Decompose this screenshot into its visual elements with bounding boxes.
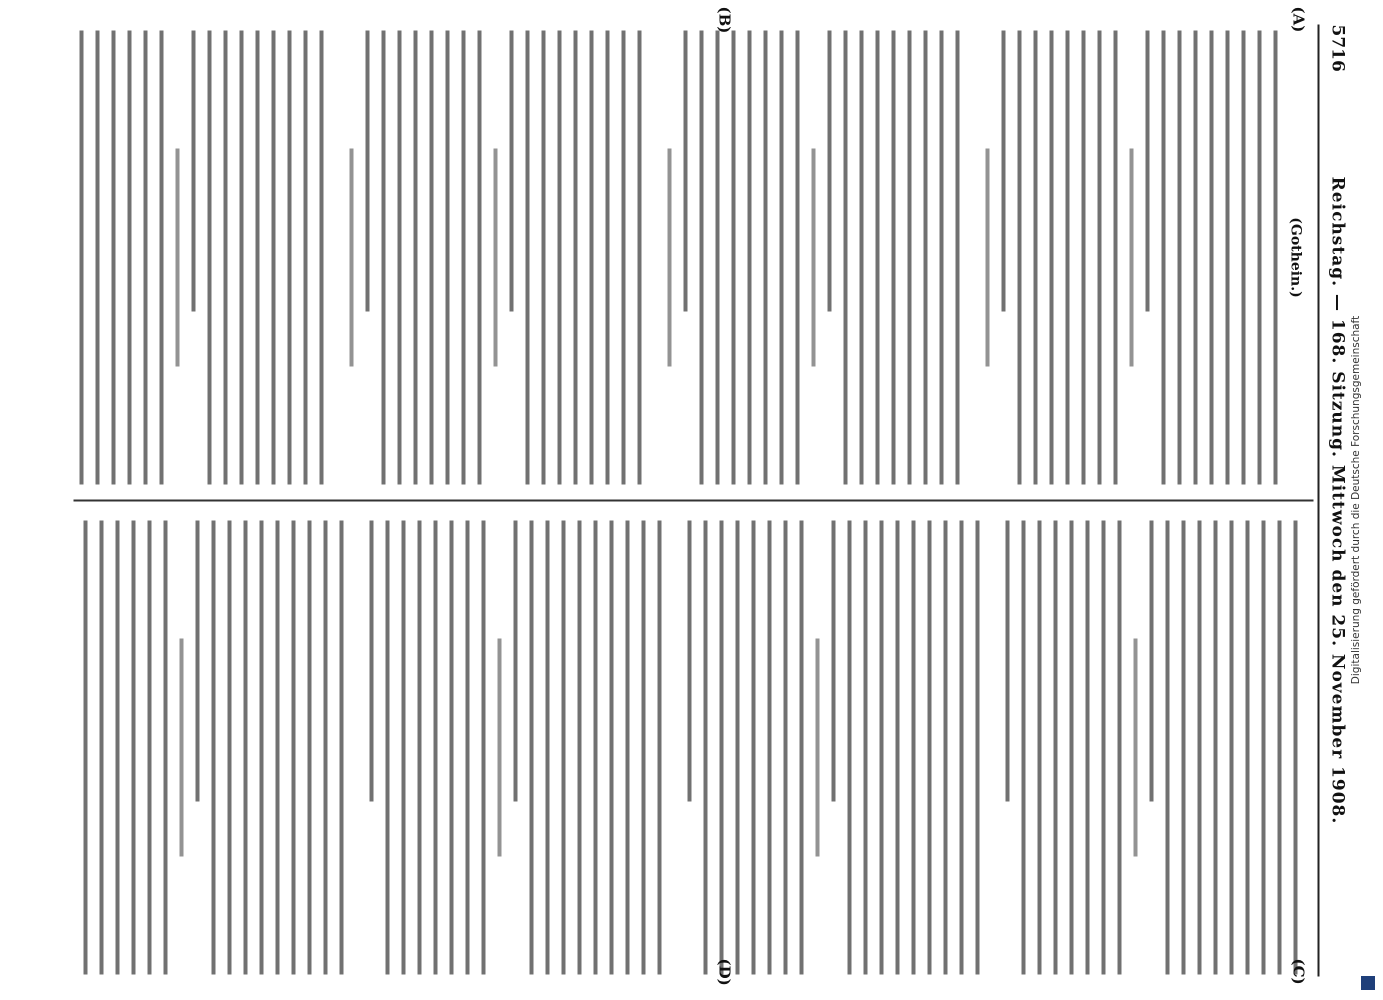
text-line [223, 30, 227, 484]
text-line [163, 520, 167, 974]
text-line [715, 30, 719, 484]
text-line [1037, 520, 1041, 974]
text-line [1165, 520, 1169, 974]
text-line [1193, 30, 1197, 484]
text-line [657, 520, 661, 974]
text-line [1113, 30, 1117, 484]
text-line [911, 520, 915, 974]
text-line [349, 148, 353, 366]
text-line [1065, 30, 1069, 484]
text-line [529, 520, 533, 974]
text-line [143, 30, 147, 484]
text-line [445, 30, 449, 484]
right-text-block [73, 520, 1297, 974]
text-line [397, 30, 401, 484]
text-line [159, 30, 163, 484]
text-line [497, 638, 501, 856]
text-line [1129, 148, 1133, 366]
text-line [767, 520, 771, 974]
text-line [449, 520, 453, 974]
text-line [179, 638, 183, 856]
text-line [1181, 520, 1185, 974]
text-line [975, 520, 979, 974]
text-line [943, 520, 947, 974]
text-line [319, 30, 323, 484]
text-line [115, 520, 119, 974]
text-line [1213, 520, 1217, 974]
text-line [843, 30, 847, 484]
text-line [385, 520, 389, 974]
text-line [719, 520, 723, 974]
text-line [593, 520, 597, 974]
text-line [1033, 30, 1037, 484]
text-line [291, 520, 295, 974]
left-column [73, 30, 1303, 484]
right-column [73, 520, 1303, 974]
margin-letter-a: (A) [1289, 6, 1307, 32]
text-line [275, 520, 279, 974]
text-line [211, 520, 215, 974]
text-line [1161, 30, 1165, 484]
text-line [83, 520, 87, 974]
speaker-name: (Gothein.) [1287, 216, 1303, 298]
text-line [195, 520, 199, 801]
text-line [1149, 520, 1153, 801]
text-line [747, 30, 751, 484]
text-line [79, 30, 83, 484]
text-line [175, 148, 179, 366]
text-line [429, 30, 433, 484]
text-line [1261, 520, 1265, 974]
text-line [545, 520, 549, 974]
text-line [239, 30, 243, 484]
margin-letter-c: (C) [1289, 958, 1307, 985]
text-line [625, 520, 629, 974]
column-divider [73, 499, 1313, 501]
text-line [1069, 520, 1073, 974]
text-line [369, 520, 373, 801]
text-line [1049, 30, 1053, 484]
text-line [1277, 520, 1281, 974]
text-line [271, 30, 275, 484]
text-line [1209, 30, 1213, 484]
dfg-logo-icon [1361, 976, 1375, 990]
text-line [1021, 520, 1025, 974]
text-line [667, 148, 671, 366]
text-line [1133, 638, 1137, 856]
text-line [1273, 30, 1277, 484]
left-text-block [73, 30, 1277, 484]
text-line [477, 30, 481, 484]
text-line [417, 520, 421, 974]
text-line [1245, 520, 1249, 974]
text-line [895, 520, 899, 974]
text-line [307, 520, 311, 974]
text-line [111, 30, 115, 484]
dfg-credit: Digitalisierung gefördert durch die Deutsche Forschungsgemeinschaft [1350, 315, 1362, 685]
text-line [1257, 30, 1261, 484]
text-line [513, 520, 517, 801]
text-line [1117, 520, 1121, 974]
text-line [783, 520, 787, 974]
text-line [891, 30, 895, 484]
text-line [1005, 520, 1009, 801]
text-line [1241, 30, 1245, 484]
text-line [259, 520, 263, 974]
text-line [509, 30, 513, 311]
text-line [227, 520, 231, 974]
text-line [751, 520, 755, 974]
text-line [323, 520, 327, 974]
text-line [847, 520, 851, 974]
text-line [863, 520, 867, 974]
text-line [879, 520, 883, 974]
text-line [735, 520, 739, 974]
text-line [465, 520, 469, 974]
text-line [875, 30, 879, 484]
text-line [413, 30, 417, 484]
text-line [687, 520, 691, 801]
text-line [621, 30, 625, 484]
text-line [641, 520, 645, 974]
text-line [1085, 520, 1089, 974]
text-line [401, 520, 405, 974]
text-line [1097, 30, 1101, 484]
page-number: 5716 [1327, 24, 1347, 72]
text-line [795, 30, 799, 484]
text-line [577, 520, 581, 974]
text-line [127, 30, 131, 484]
text-line [207, 30, 211, 484]
text-line [699, 30, 703, 484]
text-line [1081, 30, 1085, 484]
text-line [637, 30, 641, 484]
text-line [959, 520, 963, 974]
text-line [811, 148, 815, 366]
text-line [1197, 520, 1201, 974]
text-line [985, 148, 989, 366]
text-line [831, 520, 835, 801]
text-line [243, 520, 247, 974]
page-title: Reichstag. — 168. Sitzung. Mittwoch den 25. November 1908. [1327, 176, 1347, 824]
text-line [147, 520, 151, 974]
text-line [827, 30, 831, 311]
text-line [955, 30, 959, 484]
text-line [1101, 520, 1105, 974]
text-line [481, 520, 485, 974]
text-line [1177, 30, 1181, 484]
text-line [907, 30, 911, 484]
text-line [779, 30, 783, 484]
text-line [939, 30, 943, 484]
margin-letter-b: (B) [715, 6, 733, 33]
margin-letter-d: (D) [715, 958, 733, 986]
text-line [683, 30, 687, 311]
text-line [1053, 520, 1057, 974]
text-line [287, 30, 291, 484]
text-line [1229, 520, 1233, 974]
text-line [731, 30, 735, 484]
page-header [1323, 24, 1347, 976]
text-line [95, 30, 99, 484]
text-line [99, 520, 103, 974]
header-rule [1317, 24, 1319, 976]
text-line [525, 30, 529, 484]
text-line [589, 30, 593, 484]
text-line [923, 30, 927, 484]
text-line [131, 520, 135, 974]
text-line [255, 30, 259, 484]
text-line [927, 520, 931, 974]
text-line [381, 30, 385, 484]
text-line [561, 520, 565, 974]
text-line [815, 638, 819, 856]
text-line [1145, 30, 1149, 311]
text-line [541, 30, 545, 484]
text-line [461, 30, 465, 484]
text-line [573, 30, 577, 484]
text-line [605, 30, 609, 484]
text-line [1293, 520, 1297, 974]
text-line [339, 520, 343, 974]
text-line [493, 148, 497, 366]
text-line [609, 520, 613, 974]
text-line [1001, 30, 1005, 311]
text-line [557, 30, 561, 484]
text-line [1017, 30, 1021, 484]
text-line [303, 30, 307, 484]
text-line [859, 30, 863, 484]
text-line [763, 30, 767, 484]
text-line [1225, 30, 1229, 484]
text-line [365, 30, 369, 311]
text-line [799, 520, 803, 974]
text-line [191, 30, 195, 311]
text-line [703, 520, 707, 974]
text-line [433, 520, 437, 974]
